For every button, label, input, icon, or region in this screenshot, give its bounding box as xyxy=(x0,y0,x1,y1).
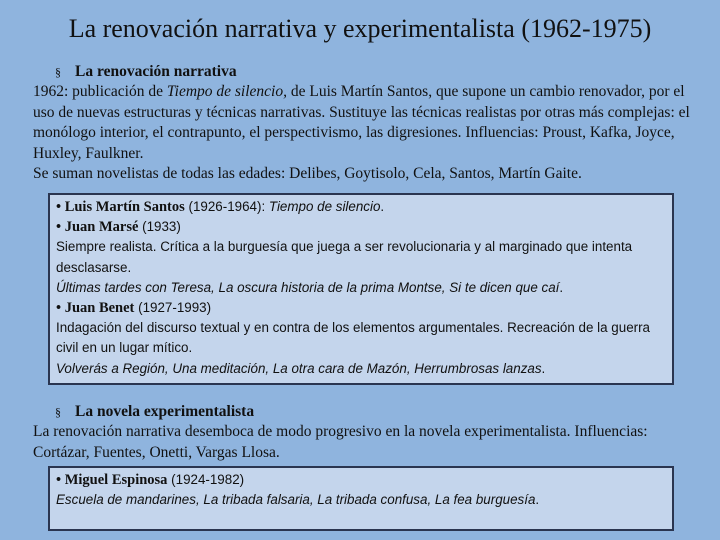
section-heading xyxy=(33,62,693,82)
heading-label: La renovación narrativa xyxy=(75,63,237,80)
work-title: Tiempo de silencio, xyxy=(166,83,287,100)
intro-paragraph xyxy=(33,82,693,164)
author-dates: (1926-1964): xyxy=(184,199,269,214)
punctuation: . xyxy=(541,360,546,376)
novelists-paragraph: Se suman novelistas de todas las edades: Delibes, Goytisolo, Cela, Santos, Martín Gaite. xyxy=(33,165,582,182)
author-description: Indagación del discurso textual y en contra de los elementos argumentales. Recreación de la guerra civil en un lugar mítico. xyxy=(56,320,651,356)
author-line xyxy=(56,197,666,217)
square-bullet-icon: § xyxy=(55,65,61,79)
work-titles: Volverás a Región, Una meditación, La otra cara de Mazón, Herrumbrosas lanzas xyxy=(56,360,542,376)
para-text: 1962: publicación de xyxy=(33,83,167,100)
para-text: de Luis Martín Santos, que supone un cambio renovador, por el uso de nuevas estructuras y técnicas narrativas. Sustituye las técnicas realistas por otras más complejas: el monólogo interior, el contrapunto, el perspectivismo, las digresiones. Influencias: Proust, Kafka, Joyce, Huxley, Faulkner. xyxy=(33,83,690,162)
punctuation: . xyxy=(535,492,540,508)
slide-title: La renovación narrativa y experimentalista (1962-1975) xyxy=(68,14,652,43)
section-heading xyxy=(33,402,693,422)
author-name: • Luis Martín Santos xyxy=(56,199,185,215)
author-dates: (1933) xyxy=(138,219,181,235)
author-dates: (1924-1982) xyxy=(167,472,245,487)
square-bullet-icon: § xyxy=(55,405,61,419)
authors-box xyxy=(48,193,674,385)
author-line xyxy=(56,217,666,237)
punctuation: . xyxy=(559,279,564,295)
author-name: • Miguel Espinosa xyxy=(56,472,168,488)
author-dates: (1927-1993) xyxy=(134,300,212,316)
works-line xyxy=(56,490,666,510)
works-line xyxy=(56,278,666,298)
heading-label: La novela experimentalista xyxy=(75,403,255,420)
author-line xyxy=(56,470,666,490)
author-line xyxy=(56,298,666,318)
espinosa-box xyxy=(48,466,674,531)
work-titles: Últimas tardes con Teresa, La oscura historia de la prima Montse, Si te dicen que caí xyxy=(56,279,560,295)
author-name: • Juan Benet xyxy=(56,300,135,317)
works-line xyxy=(56,359,666,379)
experimental-paragraph: La renovación narrativa desemboca de modo progresivo en la novela experimentalista. Influencias: Cortázar, Fuentes, Onetti, Vargas Llosa. xyxy=(33,423,648,461)
work-title: Tiempo de silencio xyxy=(268,199,381,214)
author-description: Siempre realista. Crítica a la burguesía que juega a ser revolucionaria y al marginado que intenta desclasarse. xyxy=(56,239,633,275)
work-titles: Escuela de mandarines, La tribada falsaria, La tribada confusa, La fea burguesía xyxy=(56,492,536,508)
section-experimentalista xyxy=(33,402,693,463)
punctuation: . xyxy=(380,199,385,214)
section-renovacion xyxy=(33,62,693,185)
author-name: • Juan Marsé xyxy=(56,219,139,236)
